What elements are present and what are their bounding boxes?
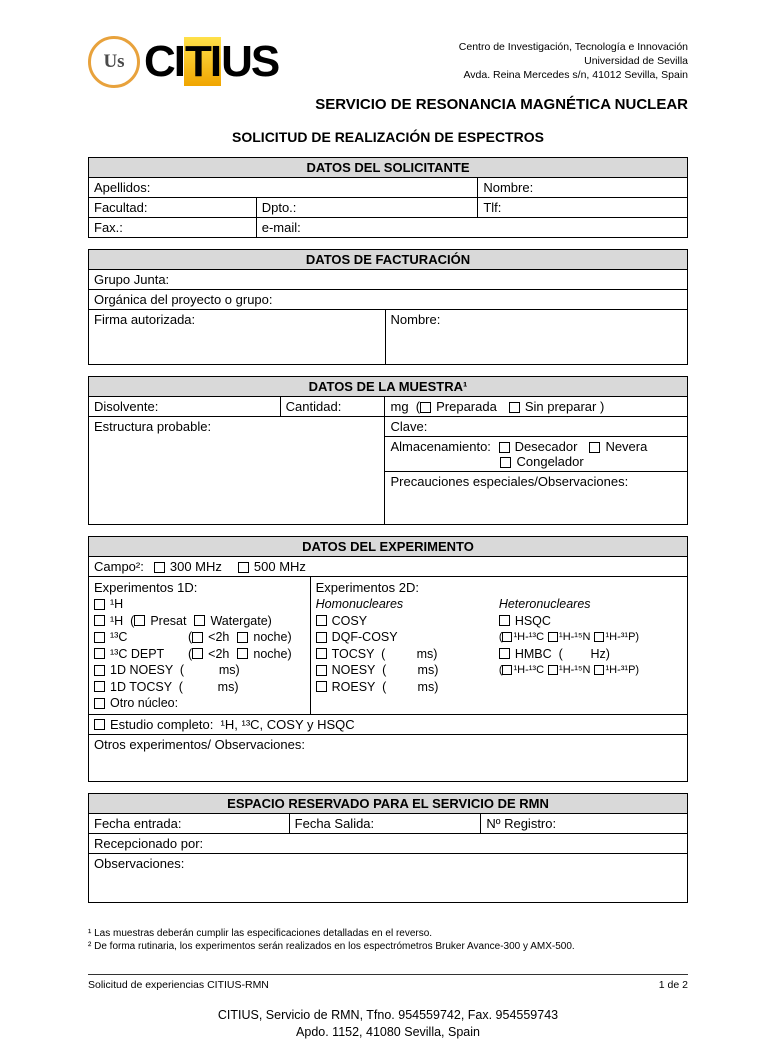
roesy-label: ROESY ( ms) [331,679,439,694]
institution-address [459,36,688,82]
sin-preparar-label: Sin preparar ) [524,399,605,414]
exp-1h-supresion-row [94,613,305,630]
checkbox-hmbc-1h31p[interactable] [594,665,604,675]
exp-1d-noesy-label: 1D NOESY ( ms) [110,663,240,677]
footer-row [88,975,688,991]
exp-roesy-row [316,679,499,696]
experimentos-1d-cell [89,577,311,715]
hmbc-1h15n-label: ¹H-¹⁵N [559,664,591,676]
wordmark-part-highlighted: TI [185,37,221,86]
disolvente-label: Disolvente: [94,399,159,414]
paren-open: ( [188,646,193,661]
exp-1h-row [94,596,305,613]
checkbox-1h-supresion[interactable] [94,615,105,626]
email-field[interactable] [256,218,687,238]
checkbox-cosy[interactable] [316,615,327,626]
homonucleares-column [316,596,499,695]
recepcionado-field[interactable] [89,833,688,853]
checkbox-desecador[interactable] [499,442,510,453]
campo-500-label: 500 MHz [253,559,306,574]
emblem-text: Us [103,51,125,72]
exp-otro-nucleo-row [94,695,305,712]
service-title: SERVICIO DE RESONANCIA MAGNÉTICA NUCLEAR [315,96,688,113]
fecha-salida-label: Fecha Salida: [294,815,375,831]
facturacion-section [88,249,688,365]
rmn-section [88,793,688,903]
lt2h-label: <2h [208,646,230,661]
page-header [88,36,688,88]
almacenamiento-row [390,439,682,454]
presat-label: Presat [150,613,187,628]
exp-1d-tocsy-label: 1D TOCSY ( ms) [110,679,239,694]
checkbox-sin-preparar[interactable] [509,402,520,413]
hmbc-1h13c-label: ¹H-¹³C [513,664,545,676]
address-line-1: Centro de Investigación, Tecnología e Innovación [458,41,688,53]
exp-hsqc-row [499,613,682,630]
exp-13c-label: ¹³C [110,630,128,644]
homonucleares-header: Homonucleares [315,597,404,611]
facultad-label: Facultad: [94,200,148,215]
exp-13c-row [94,629,305,646]
tlf-field[interactable] [478,198,688,218]
otros-experimentos-field[interactable] [89,734,688,781]
checkbox-13c-noche[interactable] [237,632,248,643]
exp2d-header: Experimentos 2D: [315,580,419,595]
hsqc-1h13c-label: ¹H-¹³C [513,631,545,643]
facturacion-section-title: DATOS DE FACTURACIÓN [89,250,688,270]
checkbox-13c-dept[interactable] [94,648,105,659]
checkbox-otro-nucleo[interactable] [94,698,105,709]
registro-field[interactable] [481,813,688,833]
recepcionado-label: Recepcionado por: [94,835,204,851]
wordmark-part-right: US [221,37,279,86]
fecha-entrada-label: Fecha entrada: [94,815,182,831]
citius-logo [88,36,278,88]
exp1d-header: Experimentos 1D: [94,580,198,595]
universidad-sevilla-emblem-icon [88,36,140,88]
tlf-label: Tlf: [483,200,502,215]
checkbox-nevera[interactable] [589,442,600,453]
hmbc-nuclei-row [499,662,682,679]
wordmark-part-left: CI [144,37,184,86]
campo-label: Campo²: [94,559,144,574]
fax-label: Fax.: [94,220,123,235]
checkbox-dept-2h[interactable] [192,648,203,659]
checkbox-1d-tocsy[interactable] [94,681,105,692]
observaciones-field[interactable] [89,853,688,902]
almacenamiento-label: Almacenamiento: [390,439,491,454]
footnote-1: ¹ Las muestras deberán cumplir las especificaciones detalladas en el reverso. [88,927,433,939]
noesy-2d-label: NOESY ( ms) [331,663,439,677]
grupo-junta-label: Grupo Junta: [94,272,170,287]
estudio-completo-label: Estudio completo: ¹H, ¹³C, COSY y HSQC [110,716,355,732]
otro-nucleo-label: Otro núcleo: [110,696,179,710]
checkbox-1h[interactable] [94,599,105,610]
campo-field[interactable] [89,557,688,577]
firma-autorizada-field[interactable] [89,310,386,365]
muestra-section [88,376,688,525]
address-line-3: Avda. Reina Mercedes s/n, 41012 Sevilla, Spain [463,69,688,81]
checkbox-13c-2h[interactable] [192,632,203,643]
clave-field[interactable] [385,417,688,437]
checkbox-500mhz[interactable] [238,562,249,573]
lt2h-label: <2h [208,630,230,644]
checkbox-dqf-cosy[interactable] [316,632,327,643]
checkbox-dept-noche[interactable] [237,648,248,659]
clave-label: Clave: [390,419,428,434]
dqf-cosy-label: DQF-COSY [331,630,398,644]
fecha-entrada-field[interactable] [89,813,290,833]
noche-label: noche) [253,630,292,644]
preparada-label: Preparada [436,399,497,414]
footnote-2: ² De forma rutinaria, los experimentos serán realizados en los espectrómetros Bruker Avance-300 y AMX-500. [88,941,575,952]
exp-hmbc-row [499,646,682,663]
checkbox-congelador[interactable] [500,457,511,468]
nombre-label: Nombre: [483,180,534,195]
form-title: SOLICITUD DE REALIZACIÓN DE ESPECTROS [232,129,544,145]
nombre-field[interactable] [478,178,688,198]
contact-line-2: Apdo. 1152, 41080 Sevilla, Spain [296,1024,480,1039]
contact-line-1: CITIUS, Servicio de RMN, Tfno. 954559742, Fax. 954559743 [217,1007,559,1022]
exp-1d-noesy-row [94,662,305,679]
nevera-label: Nevera [605,439,648,454]
checkbox-watergate[interactable] [194,615,205,626]
hsqc-nuclei-row [499,629,682,646]
experimento-section-title: DATOS DEL EXPERIMENTO [89,537,688,557]
experimentos-2d-cell [310,577,687,715]
checkbox-hsqc-1h15n[interactable] [548,632,558,642]
checkbox-preparada[interactable] [420,402,431,413]
congelador-label: Congelador [516,454,584,469]
estructura-field[interactable] [89,417,385,525]
paren-open: ( [188,630,193,644]
exp-dqf-cosy-row [316,629,499,646]
muestra-section-title: DATOS DE LA MUESTRA¹ [89,377,688,397]
page-number: 1 de 2 [658,978,688,991]
firma-autorizada-label: Firma autorizada: [94,312,196,327]
address-line-2: Universidad de Sevilla [584,55,688,67]
checkbox-hmbc[interactable] [499,648,510,659]
almacenamiento-field[interactable] [385,437,688,472]
organica-label: Orgánica del proyecto o grupo: [94,292,273,307]
exp2d-columns [316,596,682,695]
observaciones-label: Observaciones: [94,855,185,871]
checkbox-hsqc[interactable] [499,615,510,626]
exp-noesy-2d-row [316,662,499,679]
preparacion-field[interactable] [385,397,688,417]
firma-nombre-label: Nombre: [390,312,441,327]
cantidad-field[interactable] [280,397,385,417]
precauciones-label: Precauciones especiales/Observaciones: [390,474,629,489]
exp-13c-dept-label: ¹³C DEPT [110,646,165,661]
exp-cosy-row [316,613,499,630]
dpto-label: Dpto.: [261,200,297,215]
checkbox-1d-noesy[interactable] [94,665,105,676]
mg-label: mg ( [390,399,421,414]
rmn-section-title: ESPACIO RESERVADO PARA EL SERVICIO DE RMN [89,793,688,813]
campo-300-label: 300 MHz [169,559,222,574]
exp-13c-dept-row [94,646,305,663]
document-name: Solicitud de experiencias CITIUS-RMN [88,978,269,991]
fax-field[interactable] [89,218,257,238]
estudio-completo-field[interactable] [89,714,688,734]
checkbox-13c[interactable] [94,632,105,643]
heteronucleares-header: Heteronucleares [498,597,591,611]
hmbc-label: HMBC ( Hz) [514,646,610,661]
heteronucleares-column [499,596,682,695]
paren-open: ( [498,664,503,676]
exp-1d-tocsy-row [94,679,305,696]
apellidos-field[interactable] [89,178,478,198]
hmbc-1h31p-label: ¹H-³¹P) [605,664,640,676]
disolvente-field[interactable] [89,397,281,417]
checkbox-roesy[interactable] [316,681,327,692]
exp-tocsy-2d-row [316,646,499,663]
checkbox-300mhz[interactable] [154,562,165,573]
citius-wordmark [144,39,278,85]
cosy-label: COSY [331,613,368,628]
email-label: e-mail: [261,220,301,235]
firma-nombre-field[interactable] [385,310,688,365]
footnotes [88,927,688,954]
fecha-salida-field[interactable] [289,813,481,833]
exp-1h-label: ¹H [110,597,124,611]
desecador-label: Desecador [514,439,578,454]
apellidos-label: Apellidos: [94,180,151,195]
checkbox-hmbc-1h13c[interactable] [502,665,512,675]
precauciones-field[interactable] [385,472,688,525]
hsqc-label: HSQC [514,613,551,628]
dpto-field[interactable] [256,198,478,218]
cantidad-label: Cantidad: [285,399,342,414]
organica-field[interactable] [89,290,688,310]
hsqc-1h15n-label: ¹H-¹⁵N [559,631,591,643]
otros-experimentos-label: Otros experimentos/ Observaciones: [94,736,305,752]
tocsy-2d-label: TOCSY ( ms) [331,646,438,661]
checkbox-noesy-2d[interactable] [316,665,327,676]
checkbox-tocsy-2d[interactable] [316,648,327,659]
facultad-field[interactable] [89,198,257,218]
checkbox-estudio-completo[interactable] [94,719,105,730]
noche-label: noche) [253,646,292,661]
hsqc-1h31p-label: ¹H-³¹P) [605,631,640,643]
checkbox-presat[interactable] [134,615,145,626]
solicitante-section [88,157,688,238]
registro-label: Nº Registro: [486,815,557,831]
checkbox-hmbc-1h15n[interactable] [548,665,558,675]
grupo-junta-field[interactable] [89,270,688,290]
checkbox-hsqc-1h31p[interactable] [594,632,604,642]
solicitante-section-title: DATOS DEL SOLICITANTE [89,158,688,178]
watergate-label: Watergate) [210,613,272,628]
congelador-row [500,454,682,469]
checkbox-hsqc-1h13c[interactable] [502,632,512,642]
paren-open: ( [498,631,503,643]
experimento-section [88,536,688,782]
estructura-label: Estructura probable: [94,419,212,434]
exp-1h-supresion-label: ¹H ( [110,613,135,628]
